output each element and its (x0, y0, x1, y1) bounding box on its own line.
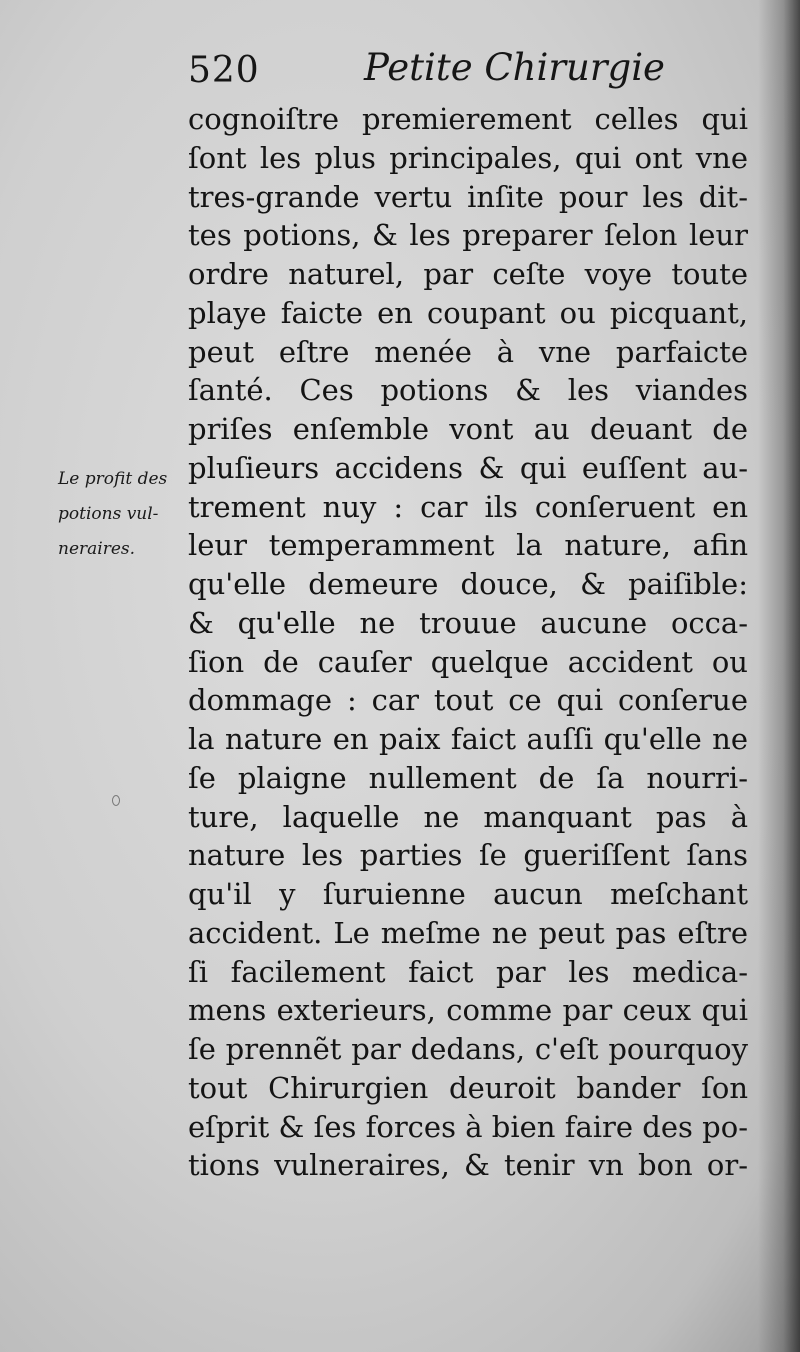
text-line: trement nuy : car ils conſeruent en (188, 489, 748, 524)
text-line: tres-grande vertu inſite pour les dit- (188, 179, 748, 214)
text-line: accident. Le meſme ne peut pas eſtre (188, 915, 748, 950)
text-line: ture, laquelle ne manquant pas à (188, 799, 748, 834)
text-line: dommage : car tout ce qui conſerue (188, 683, 748, 718)
text-line: priſes enſemble vont au deuant de (188, 412, 748, 446)
text-line: la nature en paix faict auſſi qu'elle ne (188, 722, 748, 756)
text-line: qu'il y ſuruienne aucun meſchant (188, 877, 748, 911)
text-line: ſe plaigne nullement de ſa nourri- (188, 760, 748, 795)
margin-note-line: potions vul- (58, 504, 159, 524)
text-line: nature les parties ſe gueriſſent ſans (188, 838, 748, 873)
text-line: ſion de cauſer quelque accident ou (188, 644, 748, 679)
text-line: tes potions, & les preparer ſelon leur (188, 218, 748, 253)
text-line: leur temperamment la nature, afin (188, 528, 748, 563)
running-title: Petite Chirurgie (364, 46, 665, 89)
page-number: 520 (188, 50, 260, 91)
paper-blemish (112, 795, 120, 806)
text-line: ſe prennẽt par dedans, c'eſt pourquoy (188, 1032, 748, 1066)
body-text (188, 100, 748, 1185)
text-line: ſi facilement faict par les medica- (188, 954, 748, 989)
margin-note-line: neraires. (58, 539, 136, 559)
text-line: pluſieurs accidens & qui euſſent au- (188, 450, 748, 485)
text-line: playe faicte en coupant ou picquant, (188, 295, 748, 330)
text-line: ordre naturel, par ceſte voye toute (188, 257, 748, 291)
text-line: ſanté. Ces potions & les viandes (188, 373, 748, 408)
text-line: ſont les plus principales, qui ont vne (188, 140, 748, 175)
text-line: qu'elle demeure douce, & paiſible: (188, 567, 748, 601)
text-line: peut eſtre menée à vne parfaicte (188, 334, 748, 369)
text-line: tions vulneraires, & tenir vn bon or- (188, 1148, 748, 1183)
text-line: mens exterieurs, comme par ceux qui (188, 993, 748, 1028)
text-line: & qu'elle ne trouue aucune occa- (188, 605, 748, 640)
running-head (188, 46, 748, 98)
text-line: cognoiſtre premierement celles qui (188, 102, 748, 136)
text-line: eſprit & ſes forces à bien faire des po- (188, 1109, 748, 1144)
margin-note-line: Le profit des (58, 469, 168, 489)
margin-note (58, 462, 186, 567)
text-line: tout Chirurgien deuroit bander ſon (188, 1070, 748, 1105)
